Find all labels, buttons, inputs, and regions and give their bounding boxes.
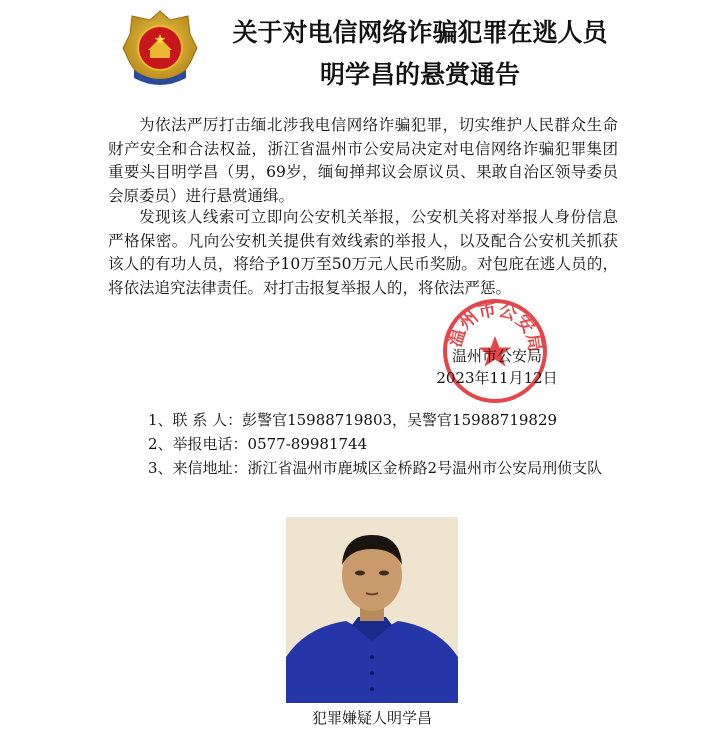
- issue-date: 2023年11月12日: [436, 369, 558, 387]
- suspect-photo: [286, 517, 458, 703]
- issuer-name: 温州市公安局: [451, 347, 542, 365]
- body-paragraph-2: 发现该人线索可立即向公安机关举报，公安机关将对举报人身份信息严格保密。凡向公安机关提供有效线索的举报人，以及配合公安机关抓获该人的有功人员，将给予10万至50万元人民币奖励。对包庇在逃人员的，将依法追究法律责任。对打击报复举报人的，将依法严惩。: [108, 208, 618, 297]
- report-hotline: 2、举报电话：0577-89981744: [148, 435, 368, 453]
- svg-text:温州市公安局: 温州市公安局: [444, 299, 546, 354]
- photo-caption: 犯罪嫌疑人明学昌: [311, 709, 432, 727]
- notice-title-line1: 关于对电信网络诈骗犯罪在逃人员: [232, 18, 608, 47]
- mailing-address: 3、来信地址：浙江省温州市鹿城区金桥路2号温州市公安局刑侦支队: [148, 459, 603, 477]
- body-paragraph-1: 为依法严厉打击缅北涉我电信网络诈骗犯罪，切实维护人民群众生命财产安全和合法权益，浙江省温州市公安局决定对电信网络诈骗犯罪集团重要头目明学昌（男，69岁，缅甸掸邦议会原议员、果敢自治区领导委员会原委员）进行悬赏通缉。: [108, 116, 618, 205]
- notice-title-line2: 明学昌的悬赏通告: [319, 60, 520, 89]
- contact-person: 1、联 系 人：彭警官15988719803，吴警官15988719829: [148, 411, 558, 429]
- police-emblem-icon: [120, 8, 200, 88]
